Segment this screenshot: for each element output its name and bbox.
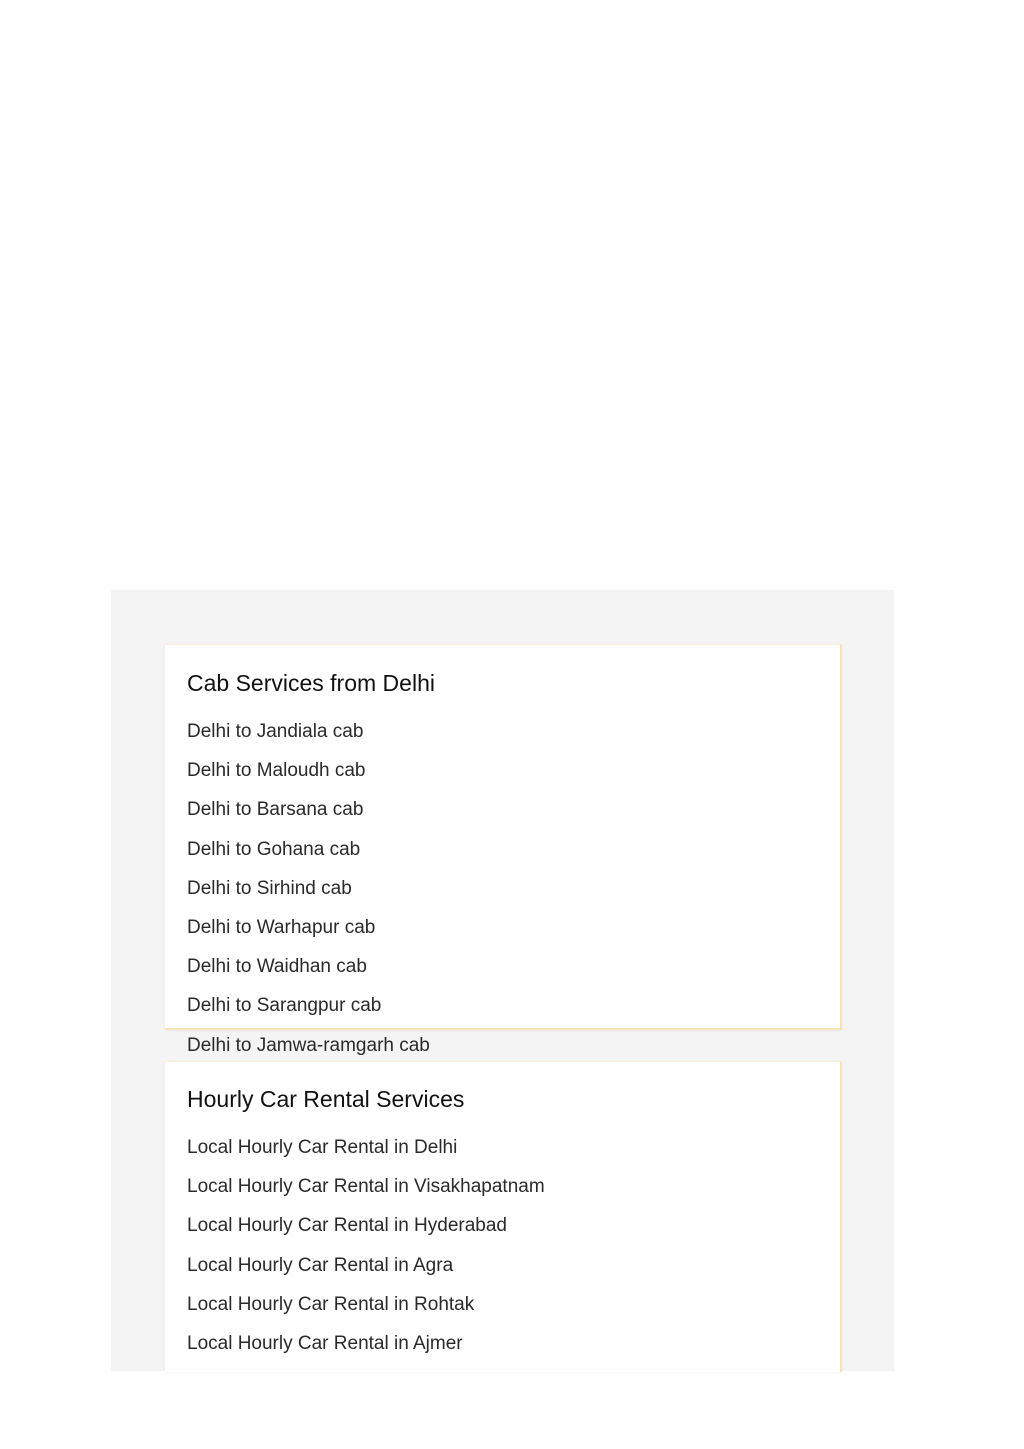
hourly-link-rohtak[interactable]: Local Hourly Car Rental in Rohtak <box>187 1293 475 1315</box>
hourly-rental-title: Hourly Car Rental Services <box>187 1086 465 1112</box>
hourly-link-agra[interactable]: Local Hourly Car Rental in Agra <box>187 1254 454 1276</box>
cab-link-barsana[interactable]: Delhi to Barsana cab <box>187 799 364 821</box>
cab-link-maloudh[interactable]: Delhi to Maloudh cab <box>187 760 366 782</box>
hourly-link-ajmer[interactable]: Local Hourly Car Rental in Ajmer <box>187 1332 463 1354</box>
cab-link-sirhind[interactable]: Delhi to Sirhind cab <box>187 877 352 899</box>
hourly-link-hyderabad[interactable]: Local Hourly Car Rental in Hyderabad <box>187 1215 507 1237</box>
hourly-rental-link-list <box>187 1136 545 1371</box>
hourly-link-visakhapatnam[interactable]: Local Hourly Car Rental in Visakhapatnam <box>187 1176 545 1198</box>
cab-link-warhapur[interactable]: Delhi to Warhapur cab <box>187 916 376 938</box>
cab-link-gohana[interactable]: Delhi to Gohana cab <box>187 838 361 860</box>
cab-link-sarangpur[interactable]: Delhi to Sarangpur cab <box>187 995 382 1017</box>
cab-services-link-list <box>187 720 430 1073</box>
cab-services-title: Cab Services from Delhi <box>187 670 435 696</box>
cab-link-waidhan[interactable]: Delhi to Waidhan cab <box>187 956 367 978</box>
hourly-link-delhi[interactable]: Local Hourly Car Rental in Delhi <box>187 1137 458 1158</box>
cab-link-jandiala[interactable]: Delhi to Jandiala cab <box>187 721 364 742</box>
cab-link-jamwa-ramgarh[interactable]: Delhi to Jamwa-ramgarh cab <box>187 1034 430 1056</box>
